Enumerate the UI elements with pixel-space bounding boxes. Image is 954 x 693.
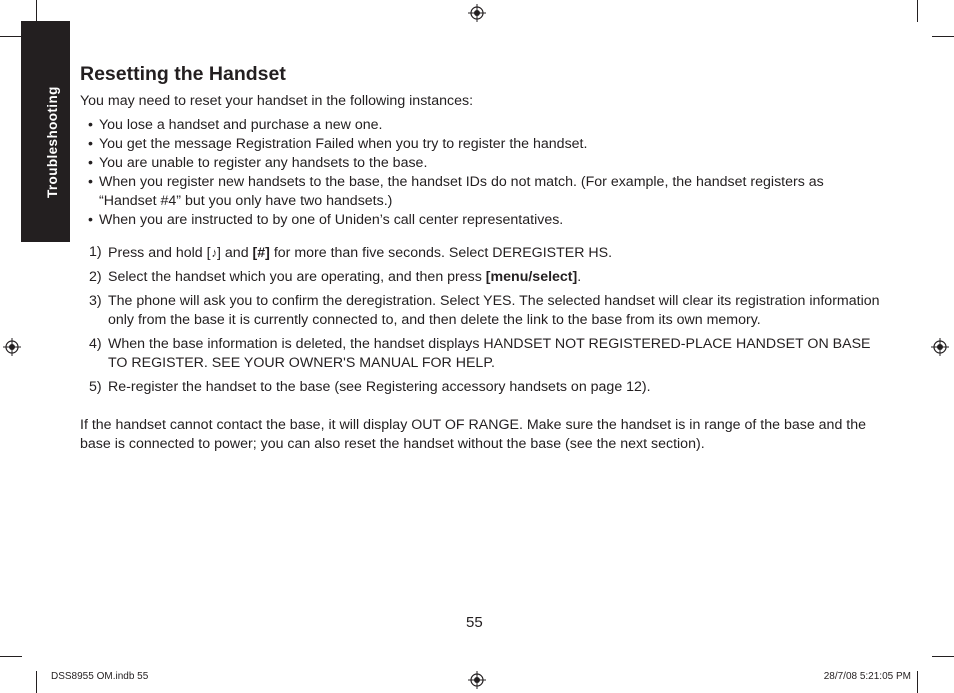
intro-text: You may need to reset your handset in the following instances:: [80, 93, 474, 109]
crop-mark: [932, 36, 954, 37]
crop-mark: [0, 656, 22, 657]
step-number: 4): [89, 336, 102, 352]
crop-mark: [36, 671, 37, 693]
list-item: • When you are instructed to by one of Uniden’s call center representatives.: [88, 211, 880, 230]
crop-mark: [36, 0, 37, 22]
step-number: 2): [89, 269, 102, 285]
registration-mark-icon: [468, 671, 486, 689]
list-item: • When you register new handsets to the base, the handset IDs do not match. (For example, the handset registers as “Handset #4” but you only have two handsets.): [88, 173, 880, 211]
step-text: .: [577, 269, 582, 285]
list-item: • You lose a handset and purchase a new one.: [88, 116, 880, 135]
step-number: 1): [89, 244, 102, 260]
closing-paragraph: If the handset cannot contact the base, it will display OUT OF RANGE. Make sure the handset is in range of the base and the base is connected to power; you can also reset the handset without the base (see the next section).: [80, 417, 866, 452]
step-text: Re-register the handset to the base (see Registering accessory handsets on page 12).: [108, 379, 651, 395]
step-item: [89, 335, 880, 373]
step-text: Press and hold [: [108, 245, 211, 261]
crop-mark: [917, 0, 918, 22]
step-item: [89, 292, 880, 330]
step-text: for more than five seconds. Select DEREGISTER HS.: [269, 245, 613, 261]
registration-mark-icon: [468, 4, 486, 22]
bullet-list: [88, 116, 880, 230]
key-label: [#]: [252, 245, 270, 261]
step-number: 5): [89, 379, 102, 395]
step-number: 3): [89, 293, 102, 309]
page-number: 55: [466, 614, 483, 631]
step-item: [89, 243, 880, 263]
step-item: [89, 378, 880, 397]
page-content: [80, 62, 880, 454]
step-text: ] and: [217, 245, 253, 261]
step-text: The phone will ask you to confirm the deregistration. Select YES. The selected handset will clear its registration information only from the base it is currently connected to, and then delete the link to the base from its own memory.: [108, 293, 880, 328]
crop-mark: [917, 671, 918, 693]
footer-timestamp: 28/7/08 5:21:05 PM: [823, 671, 911, 682]
step-text: When the base information is deleted, the handset displays HANDSET NOT REGISTERED-PLACE HANDSET ON BASE TO REGISTER. SEE YOUR OWNER'S MANUAL FOR HELP.: [108, 336, 871, 371]
footer-file: DSS8955 OM.indb 55: [51, 671, 149, 682]
list-item: • You get the message Registration Failed when you try to register the handset.: [88, 135, 880, 154]
key-label: [menu/select]: [485, 269, 578, 285]
steps-list: [89, 243, 880, 397]
step-item: [89, 268, 880, 287]
section-tab-label: Troubleshooting: [45, 86, 60, 198]
registration-mark-icon: [3, 338, 21, 356]
registration-mark-icon: [931, 338, 949, 356]
page-title: Resetting the Handset: [80, 63, 286, 85]
phone-key-icon: ♪: [211, 245, 217, 260]
crop-mark: [932, 656, 954, 657]
list-item: • You are unable to register any handsets to the base.: [88, 154, 880, 173]
step-text: Select the handset which you are operating, and then press: [108, 269, 486, 285]
crop-mark: [0, 36, 22, 37]
